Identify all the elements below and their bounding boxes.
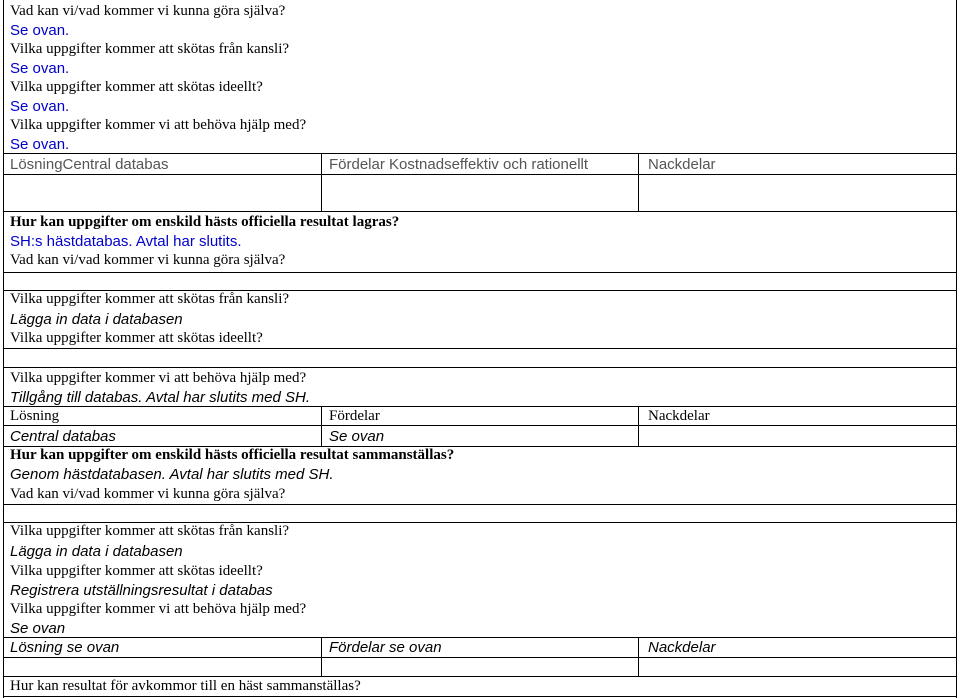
table2-mid-rule — [3, 425, 957, 426]
table2-header-pros: Fördelar — [329, 408, 380, 424]
border-right — [956, 0, 957, 698]
section4-question: Hur kan resultat för avkommor till en häst sammanställas? — [10, 678, 361, 694]
section2-office-answer: Lägga in data i databasen — [10, 311, 183, 328]
question-help-2: Vilka uppgifter kommer vi att behöva hjälp med? — [10, 370, 307, 386]
table1-top-rule — [3, 153, 957, 154]
question-help-1: Vilka uppgifter kommer vi att behöva hjälp med? — [10, 117, 307, 133]
border-bottom — [3, 696, 957, 697]
section2-help-answer: Tillgång till databas. Avtal har slutits med SH. — [10, 389, 311, 406]
table1-pros-cell: Fördelar Kostnadseffektiv och rationellt — [329, 156, 589, 173]
table3-top-rule — [3, 637, 957, 638]
table2-pros-cell: Se ovan — [329, 428, 385, 445]
question-help-3: Vilka uppgifter kommer vi att behöva hjälp med? — [10, 601, 307, 617]
table1-cons-cell: Nackdelar — [648, 156, 716, 173]
table3-cons-cell: Nackdelar — [648, 639, 716, 656]
section2-answer: SH:s hästdatabas. Avtal har slutits. — [10, 233, 242, 250]
question-do-ourselves-3: Vad kan vi/vad kommer vi kunna göra själva? — [10, 486, 286, 502]
section2-rule-1 — [3, 272, 957, 273]
section3-office-answer: Lägga in data i databasen — [10, 543, 183, 560]
table2-solution-cell: Central databas — [10, 428, 116, 445]
table1-bottom-rule — [3, 211, 957, 212]
section2-rule-4 — [3, 367, 957, 368]
section3-answer: Genom hästdatabasen. Avtal har slutits med SH. — [10, 466, 334, 483]
table3-pros-cell: Fördelar se ovan — [329, 639, 442, 656]
question-ideal-2: Vilka uppgifter kommer att skötas ideellt? — [10, 330, 263, 346]
table3-solution-cell: Lösning se ovan — [10, 639, 120, 656]
table3-mid-rule — [3, 657, 957, 658]
border-left — [3, 0, 4, 698]
table1-divider-1 — [321, 153, 322, 212]
section3-rule-1 — [3, 504, 957, 505]
answer-see-above-4: Se ovan. — [10, 136, 70, 153]
table1-solution-cell: LösningCentral databas — [10, 156, 169, 173]
section3-question: Hur kan uppgifter om enskild hästs officiella resultat sammanställas? — [10, 447, 455, 463]
question-ideal-3: Vilka uppgifter kommer att skötas ideellt? — [10, 563, 263, 579]
table2-divider-2 — [638, 406, 639, 446]
question-office-3: Vilka uppgifter kommer att skötas från kansli? — [10, 523, 290, 539]
question-do-ourselves-2: Vad kan vi/vad kommer vi kunna göra själva? — [10, 252, 286, 268]
question-ideal-1: Vilka uppgifter kommer att skötas ideellt? — [10, 79, 263, 95]
table1-mid-rule — [3, 174, 957, 175]
question-office-1: Vilka uppgifter kommer att skötas från kansli? — [10, 41, 290, 57]
table1-divider-2 — [638, 153, 639, 212]
table2-divider-1 — [321, 406, 322, 446]
question-do-ourselves-1: Vad kan vi/vad kommer vi kunna göra själva? — [10, 3, 286, 19]
answer-see-above-2: Se ovan. — [10, 60, 70, 77]
section3-help-answer: Se ovan — [10, 620, 66, 637]
section2-rule-3 — [3, 348, 957, 349]
section3-ideal-answer: Registrera utställningsresultat i databas — [10, 582, 273, 599]
table2-header-cons: Nackdelar — [648, 408, 710, 424]
question-office-2: Vilka uppgifter kommer att skötas från kansli? — [10, 291, 290, 307]
answer-see-above-3: Se ovan. — [10, 98, 70, 115]
table2-top-rule — [3, 406, 957, 407]
section2-question: Hur kan uppgifter om enskild hästs officiella resultat lagras? — [10, 214, 400, 230]
answer-see-above-1: Se ovan. — [10, 22, 70, 39]
table2-header-solution: Lösning — [10, 408, 60, 424]
